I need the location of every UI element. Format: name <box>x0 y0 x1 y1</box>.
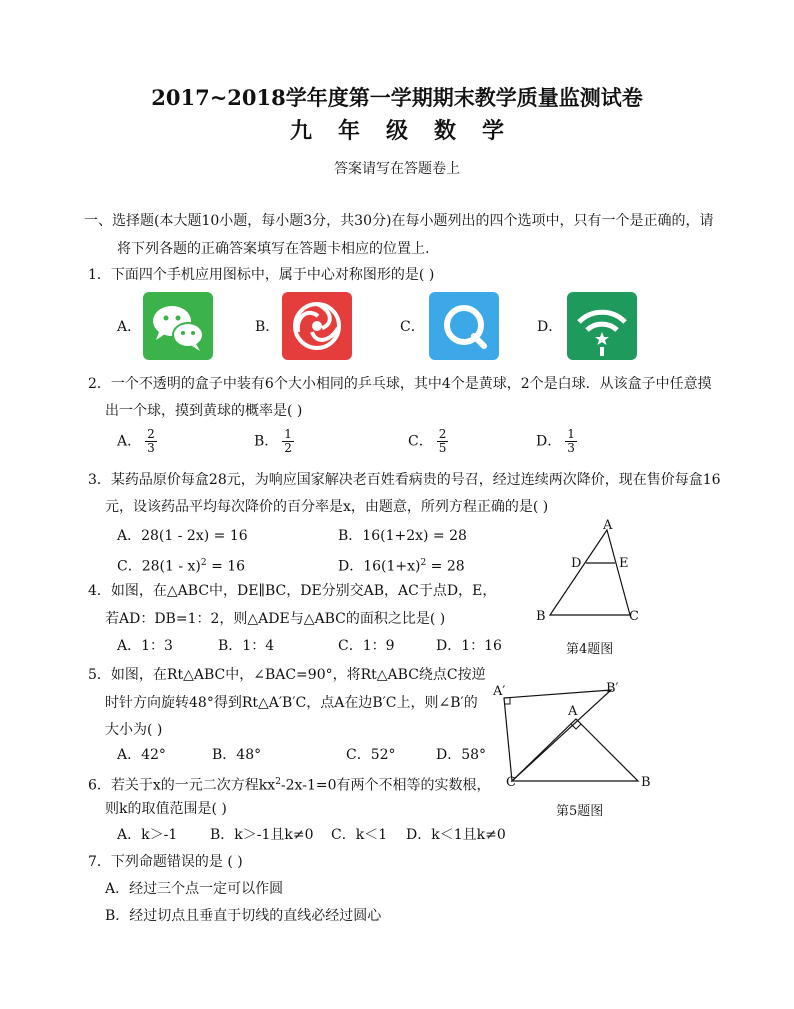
q1-option-d-label: D． <box>537 319 563 335</box>
q2-option-c <box>408 428 448 455</box>
q4-figure-caption: 第4题图 <box>566 642 614 657</box>
q7-option-a: A．经过三个点一定可以作圆 <box>105 881 284 897</box>
q2-option-a-denominator: 3 <box>147 441 155 455</box>
answer-note: 答案请写在答题卷上 <box>334 161 460 177</box>
q3-option-c <box>117 554 245 576</box>
q6-stem-line1 <box>88 773 490 795</box>
q4-stem-line2: 若AD：DB=1：2，则△ADE与△ABC的面积之比是( ) <box>105 611 446 627</box>
q4-label-e: E <box>619 556 629 571</box>
q5-label-a: A <box>568 704 578 719</box>
q4-option-b: B．1：4 <box>218 638 275 654</box>
q2-option-d <box>536 428 577 455</box>
q6-stem-line2: 则k的取值范围是( ) <box>105 801 227 817</box>
q3-option-b: B．16(1+2x) = 28 <box>338 528 467 544</box>
q2-option-a <box>117 428 157 455</box>
q3-option-d <box>338 554 465 576</box>
q2-option-b-numerator: 1 <box>284 427 292 441</box>
q5-figure-caption: 第5题图 <box>556 804 604 819</box>
q5-option-d: D．58° <box>436 747 487 763</box>
q5-option-a: A．42° <box>117 747 166 763</box>
wifi-icon <box>567 292 637 360</box>
q2-option-b-label: B． <box>254 433 279 450</box>
q1-stem: 1．下面四个手机应用图标中，属于中心对称图形的是( ) <box>88 267 435 283</box>
q3-stem-line2: 元，设该药品平均每次降价的百分率是x，由题意，所列方程正确的是( ) <box>105 499 549 515</box>
section1-instructions-line2: 将下列各题的正确答案填写在答题卡相应的位置上. <box>117 241 430 257</box>
q5-label-b1: B′ <box>606 681 619 696</box>
q2-option-b-denominator: 2 <box>284 441 292 455</box>
q3-stem-line1: 3．某药品原价每盒28元，为响应国家解决老百姓看病贵的号召，经过连续两次降价，现在售价每盒16 <box>88 472 721 488</box>
q2-option-a-label: A． <box>117 433 142 450</box>
q2-option-a-numerator: 2 <box>147 427 155 441</box>
q5-stem-line3: 大小为( ) <box>105 722 163 738</box>
triangle-a1b1c <box>504 690 611 781</box>
exam-title: 2017~2018学年度第一学期期末教学质量监测试卷 <box>151 85 643 110</box>
section1-instructions-line1: 一、选择题(本大题10小题，每小题3分，共30分)在每小题列出的四个选项中，只有一个是正确的，请 <box>84 213 714 229</box>
q5-label-c: C <box>506 775 516 790</box>
swirl-icon <box>282 292 352 360</box>
q3-option-c-rhs: = 16 <box>206 558 246 575</box>
q4-label-b: B <box>536 609 546 624</box>
wechat-icon <box>143 292 213 360</box>
q6-exponent: 2 <box>275 777 281 787</box>
q5-label-b: B <box>641 775 651 790</box>
q3-option-d-exponent: 2 <box>420 558 427 568</box>
q6-option-c: C．k＜1 <box>331 827 388 843</box>
triangle-abc <box>550 530 630 615</box>
q3-option-c-exponent: 2 <box>200 558 207 568</box>
q7-stem: 7．下列命题错误的是 ( ) <box>88 854 243 870</box>
q1-option-b-label: B． <box>255 319 280 335</box>
q6-option-d: D．k＜1且k≠0 <box>406 827 506 843</box>
q2-option-d-numerator: 1 <box>567 427 575 441</box>
q4-label-c: C <box>629 609 639 624</box>
q2-stem-line2: 出一个球，摸到黄球的概率是( ) <box>105 403 303 419</box>
q5-rotation-figure <box>490 678 660 788</box>
q6-option-b: B．k＞-1且k≠0 <box>210 827 314 843</box>
q4-option-a: A．1：3 <box>117 638 173 654</box>
q2-option-d-denominator: 3 <box>567 441 575 455</box>
q6-option-a: A．k＞-1 <box>117 827 178 843</box>
q5-stem-line1: 5．如图，在Rt△ABC中，∠BAC=90°，将Rt△ABC绕点C按逆 <box>88 667 486 683</box>
q4-label-d: D <box>571 556 582 571</box>
q6-stem-text: 6．若关于x的一元二次方程kx <box>88 777 276 794</box>
q5-label-a1: A′ <box>493 684 506 699</box>
q5-option-b: B．48° <box>212 747 262 763</box>
q7-option-b: B．经过切点且垂直于切线的直线必经过圆心 <box>105 908 382 924</box>
q2-option-d-label: D． <box>536 433 562 450</box>
q2-option-c-numerator: 2 <box>438 427 447 441</box>
q2-stem-line1: 2．一个不透明的盒子中装有6个大小相同的乒乓球，其中4个是黄球，2个是白球．从该盒子中任意摸 <box>88 376 712 392</box>
q3-option-a: A．28(1 - 2x) = 16 <box>117 528 248 544</box>
q4-label-a: A <box>603 518 613 533</box>
q5-stem-line2: 时针方向旋转48°得到Rt△A′B′C，点A在边B′C上，则∠B′的 <box>105 695 478 711</box>
q1-option-a-label: A． <box>117 319 142 335</box>
q6-stem-text-rest: -2x-1=0有两个不相等的实数根， <box>280 777 491 794</box>
q5-option-c: C．52° <box>346 747 396 763</box>
q3-option-c-text: C．28(1 - x) <box>117 558 201 575</box>
q4-option-c: C．1：9 <box>338 638 395 654</box>
q2-option-c-denominator: 5 <box>438 441 447 455</box>
q3-option-d-text: D．16(1+x) <box>338 558 421 575</box>
q1-option-c-label: C． <box>400 319 425 335</box>
q2-option-b <box>254 428 294 455</box>
q4-stem-line1: 4．如图，在△ABC中，DE∥BC，DE分别交AB，AC于点D，E， <box>88 583 497 599</box>
q-search-icon <box>429 292 499 360</box>
q2-option-c-label: C． <box>408 433 433 450</box>
q4-option-d: D．1：16 <box>436 638 502 654</box>
exam-subtitle: 九年级数学 <box>289 118 530 144</box>
q3-option-d-rhs: = 28 <box>426 558 465 575</box>
